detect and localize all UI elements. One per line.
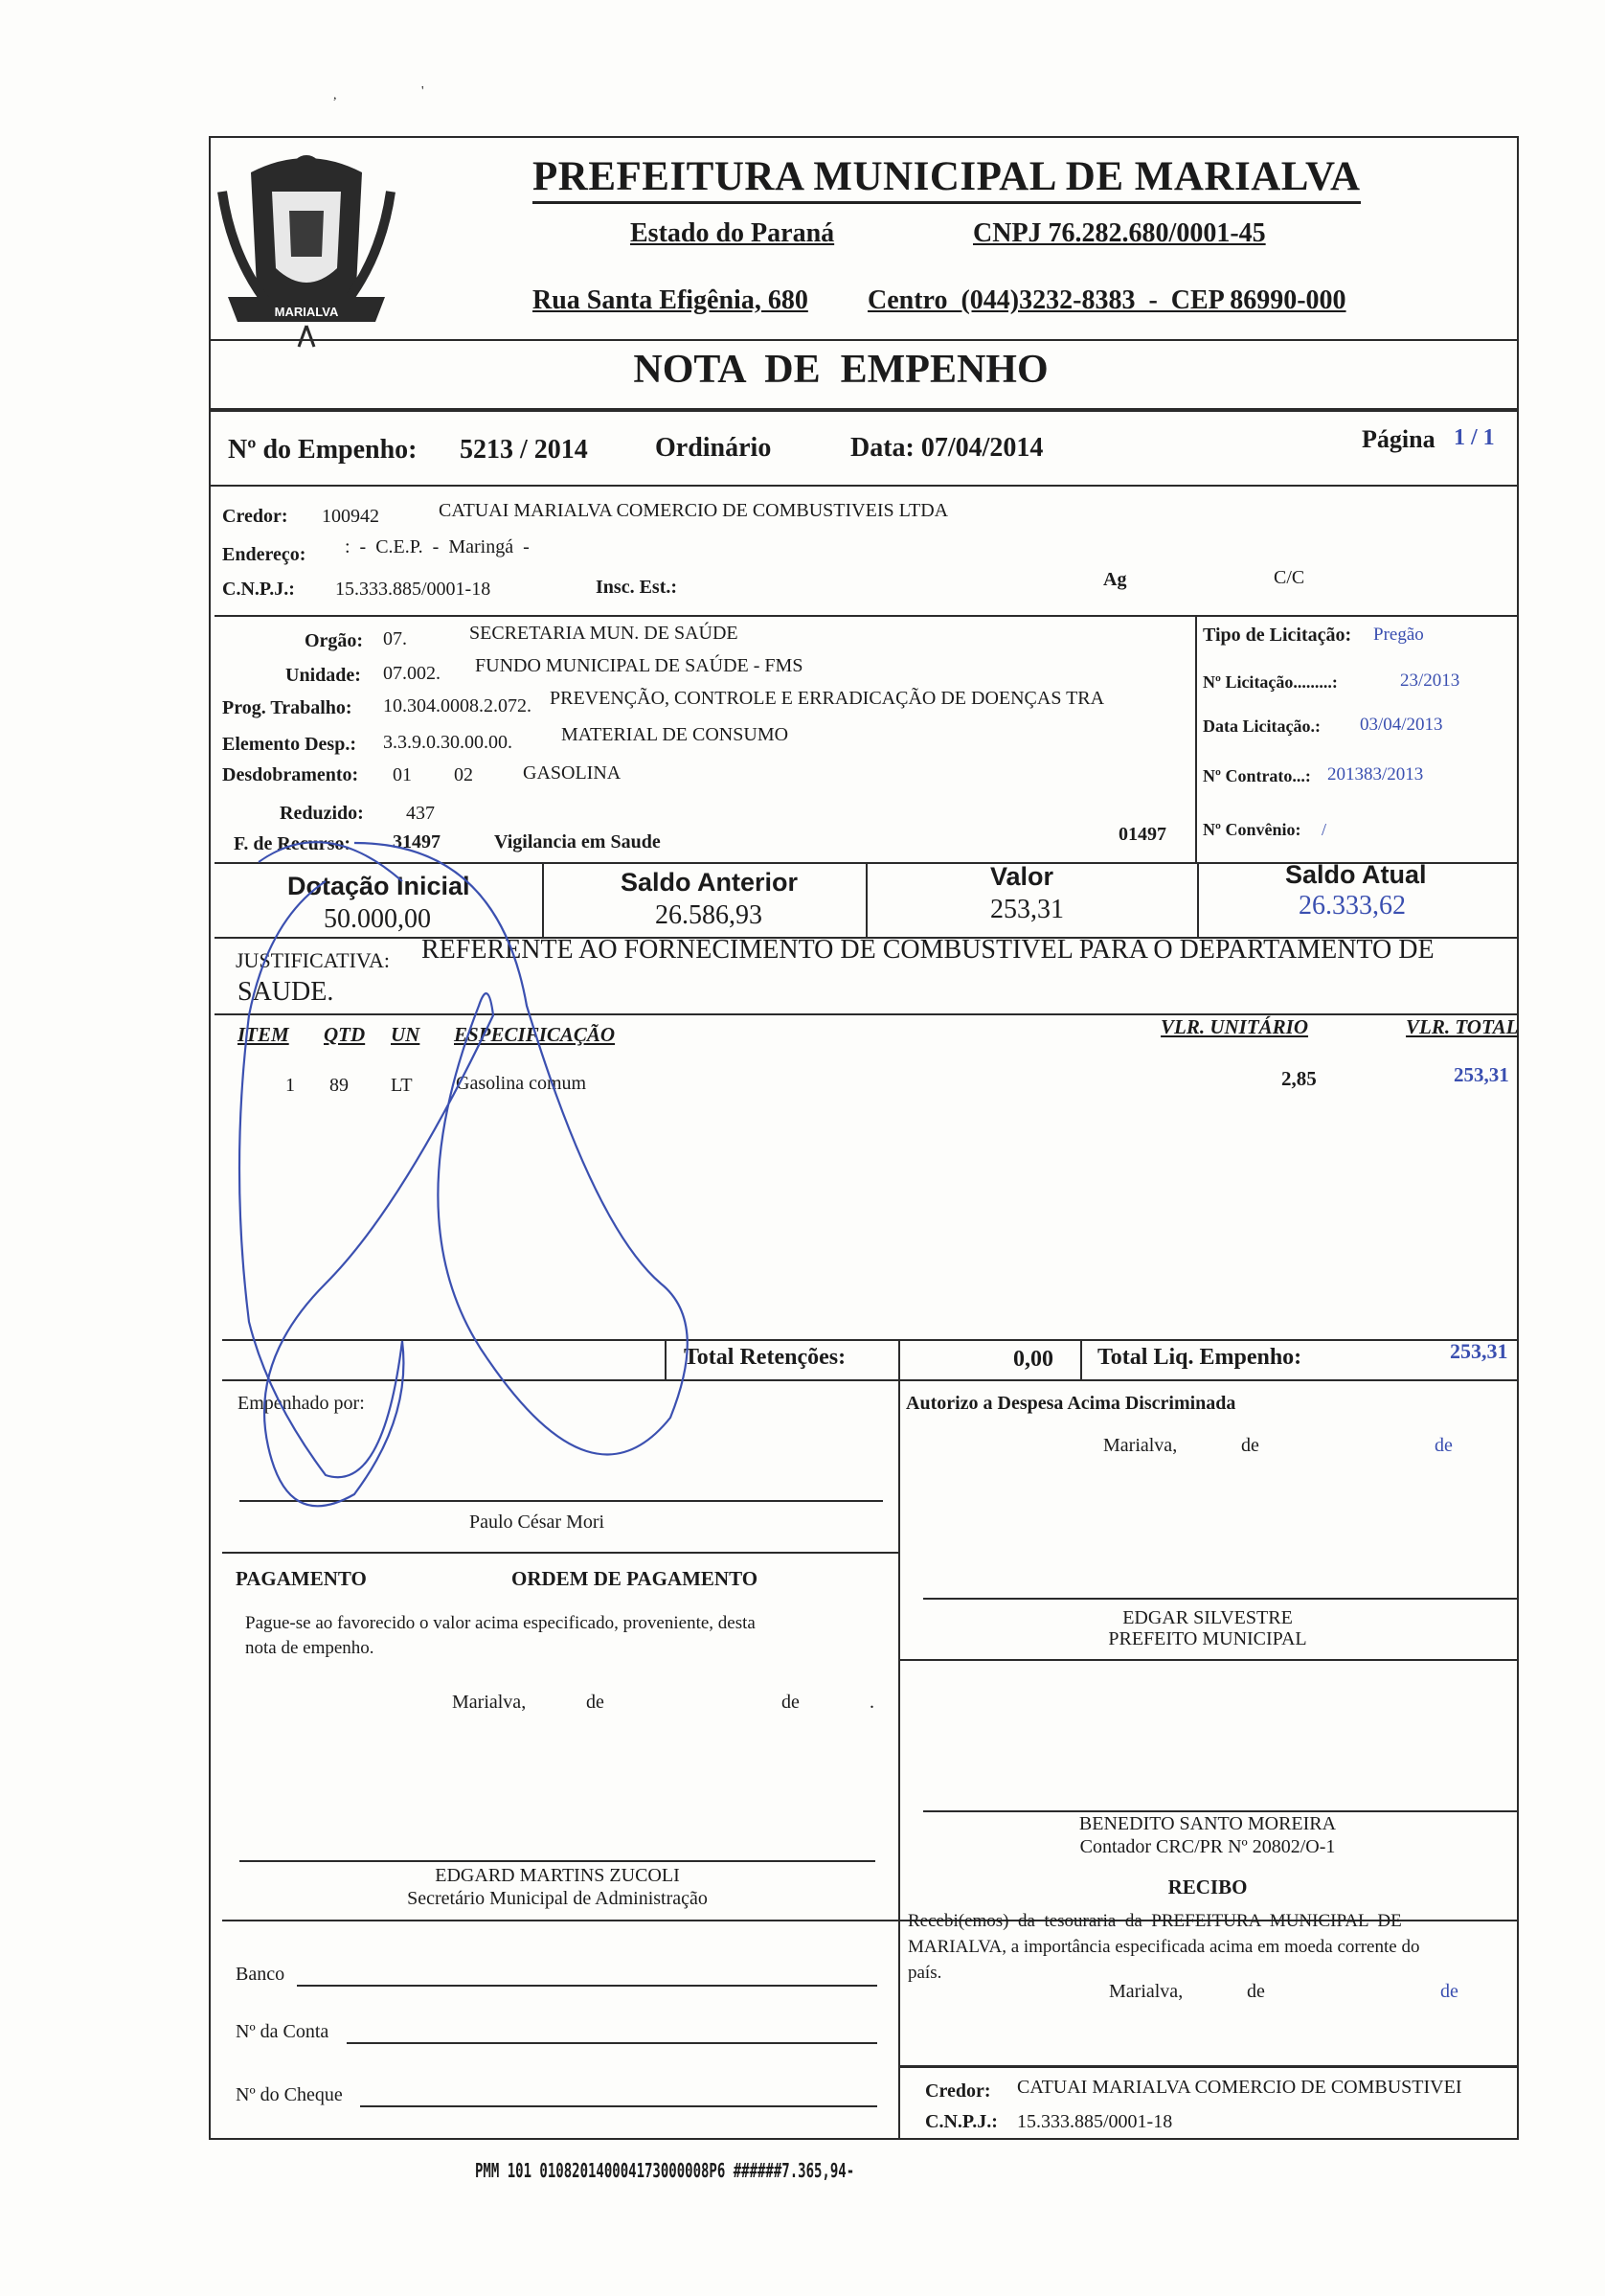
cheque-label: Nº do Cheque [236,2084,343,2105]
justificativa-text: REFERENTE AO FORNECIMENTO DE COMBUSTIVEL PARA O DEPARTAMENTO DE [421,935,1435,965]
address-value: : - C.E.P. - Maringá - [345,536,530,557]
cnpj-header: CNPJ 76.282.680/0001-45 [973,218,1266,248]
saldo-atual-value: 26.333,62 [1299,891,1406,921]
pagamento-label: PAGAMENTO [236,1567,367,1590]
pagamento-de1: de [586,1692,604,1713]
empenho-type: Ordinário [655,433,772,463]
elemento-label: Elemento Desp.: [222,734,356,755]
secretario-title: Secretário Municipal de Administração [407,1888,708,1909]
recibo-text [908,1908,1530,1986]
unidade-code: 07.002. [383,663,441,684]
scan-mark: , [333,88,337,102]
creditor-code: 100942 [322,506,379,527]
contrato-value: 201383/2013 [1327,764,1424,784]
empenho-number: 5213 / 2014 [460,435,588,465]
doc-title: NOTA DE EMPENHO [633,348,1049,392]
recibo-text-line3: país. [908,1963,942,1983]
tipo-licitacao-value: Pregão [1373,625,1424,645]
prog-name: PREVENÇÃO, CONTROLE E ERRADICAÇÃO DE DOENÇAS TRA [550,688,1105,709]
empenho-number-label: Nº do Empenho: [228,435,418,465]
empenho-date: Data: 07/04/2014 [850,433,1044,463]
state-name: Estado do Paraná [630,218,835,248]
cnpj-label: C.N.P.J.: [222,579,295,600]
svg-text:MARIALVA: MARIALVA [274,305,339,319]
bottom-code: PMM 101 010820140004173000008P6 ######7.365,94- [475,2159,855,2182]
banco-label: Banco [236,1964,285,1985]
pagamento-text [245,1611,756,1661]
col-item: ITEM [237,1023,289,1046]
secretario-block [239,1864,875,1910]
cheque-field[interactable] [360,2105,877,2107]
dotacao-label: Dotação Inicial [287,872,470,900]
handwritten-signature [211,824,709,1533]
prefeito-name: EDGAR SILVESTRE [1122,1607,1293,1628]
desdobramento-label: Desdobramento: [222,764,359,785]
scan-mark: ' [421,84,424,99]
account-label: C/C [1274,567,1305,588]
convenio-label: Nº Convênio: [1203,820,1301,839]
valor-label: Valor [990,862,1054,891]
recibo-de2: de [1440,1981,1458,2002]
pagamento-dot: . [870,1692,874,1713]
pagamento-city: Marialva, [452,1692,527,1713]
ordem-pagamento-label: ORDEM DE PAGAMENTO [511,1567,758,1590]
col-total-value: VLR. TOTAL [1406,1015,1519,1038]
liquido-value: 253,31 [1450,1339,1508,1363]
contador-block [898,1812,1517,1858]
creditor-label: Credor: [222,506,288,527]
prog-label: Prog. Trabalho: [222,697,352,718]
empenhado-name: Paulo César Mori [469,1512,605,1533]
conta-label: Nº da Conta [236,2021,329,2042]
reduzido-value: 437 [406,803,435,824]
contador-title: Contador CRC/PR Nº 20802/O-1 [1079,1836,1336,1857]
orgao-label: Orgão: [305,630,364,651]
municipality-title: PREFEITURA MUNICIPAL DE MARIALVA [532,153,1361,204]
autorizo-de1: de [1241,1435,1259,1456]
convenio-value: / [1322,820,1327,839]
prog-code: 10.304.0008.2.072. [383,695,531,716]
coat-of-arms-icon [213,144,400,352]
justificativa-label: JUSTIFICATIVA: [236,948,390,972]
recibo-label: RECIBO [1167,1875,1248,1898]
num-licitacao-label: Nº Licitação.........: [1203,672,1338,692]
reduzido-label: Reduzido: [280,803,364,824]
retencoes-value: 0,00 [1013,1347,1053,1372]
recibo-de1: de [1247,1981,1265,2002]
data-licitacao-value: 03/04/2013 [1360,715,1443,735]
dotacao-value: 50.000,00 [324,904,431,934]
footer-credor-name: CATUAI MARIALVA COMERCIO DE COMBUSTIVEI [1017,2077,1462,2098]
elemento-code: 3.3.9.0.30.00.00. [383,732,512,753]
orgao-code: 07. [383,628,407,649]
address-contact: Centro (044)3232-8383 - CEP 86990-000 [868,285,1346,315]
desdobramento-b: 02 [454,764,473,785]
pagamento-de2: de [781,1692,800,1713]
saldo-anterior-label: Saldo Anterior [621,868,799,897]
secretario-signature-line [239,1860,875,1862]
footer-credor-label: Credor: [925,2080,991,2102]
recurso-code: 01497 [1119,824,1166,845]
secretario-name: EDGARD MARTINS ZUCOLI [435,1865,680,1886]
conta-field[interactable] [347,2042,877,2044]
item-number: 1 [285,1075,295,1096]
address-label: Endereço: [222,544,306,565]
autorizo-de2: de [1435,1435,1453,1456]
recurso-name: Vigilancia em Saude [494,831,661,852]
creditor-name: CATUAI MARIALVA COMERCIO DE COMBUSTIVEIS LTDA [439,500,949,521]
item-un: LT [391,1075,413,1096]
saldo-anterior-value: 26.586,93 [655,900,762,930]
justificativa-text-cont: SAUDE. [237,977,334,1007]
unidade-label: Unidade: [285,665,361,686]
page-number: 1 / 1 [1454,425,1495,450]
unidade-name: FUNDO MUNICIPAL DE SAÚDE - FMS [475,655,803,676]
prefeito-signature-line [923,1598,1517,1600]
orgao-name: SECRETARIA MUN. DE SAÚDE [469,623,738,644]
footer-cnpj-value: 15.333.885/0001-18 [1017,2111,1173,2132]
desdobramento-a: 01 [393,764,412,785]
agency-label: Ag [1103,569,1127,590]
item-spec: Gasolina comum [456,1073,587,1094]
insc-label: Insc. Est.: [596,577,678,598]
prefeito-title: PREFEITO MUNICIPAL [1108,1628,1307,1649]
autorizo-city: Marialva, [1103,1435,1178,1456]
cnpj-value: 15.333.885/0001-18 [335,579,491,600]
retencoes-label: Total Retenções: [684,1345,847,1370]
banco-field[interactable] [297,1985,877,1987]
footer-cnpj-label: C.N.P.J.: [925,2111,998,2132]
liquido-label: Total Liq. Empenho: [1097,1345,1302,1370]
valor-value: 253,31 [990,895,1064,924]
tipo-licitacao-label: Tipo de Licitação: [1203,625,1352,646]
contrato-label: Nº Contrato...: [1203,766,1311,785]
col-un: UN [391,1023,420,1046]
recurso-label: F. de Recurso: [234,833,351,854]
saldo-atual-label: Saldo Atual [1285,860,1427,889]
recibo-city: Marialva, [1109,1981,1184,2002]
street-address: Rua Santa Efigênia, 680 [532,285,808,315]
pagamento-text-line2: nota de empenho. [245,1638,374,1658]
item-total-value: 253,31 [1454,1063,1509,1086]
col-qtd: QTD [324,1023,366,1046]
desdobramento-name: GASOLINA [523,762,622,784]
page-label: Página [1362,425,1435,453]
contador-name: BENEDITO SANTO MOREIRA [1078,1813,1337,1834]
data-licitacao-label: Data Licitação.: [1203,716,1321,736]
prefeito-block [898,1607,1517,1649]
num-licitacao-value: 23/2013 [1400,671,1460,691]
item-qtd: 89 [329,1075,349,1096]
recibo-text-line1: Recebi(emos) da tesouraria da PREFEITURA MUNICIPAL DE [908,1911,1402,1931]
pagamento-text-line1: Pague-se ao favorecido o valor acima especificado, proveniente, desta [245,1613,756,1633]
col-spec: ESPECIFICAÇÃO [454,1023,616,1046]
autorizo-label: Autorizo a Despesa Acima Discriminada [906,1393,1236,1414]
item-unit-value: 2,85 [1281,1067,1317,1090]
col-unit-value: VLR. UNITÁRIO [1161,1015,1309,1038]
recurso-value: 31497 [393,831,441,852]
recibo-text-line2: MARIALVA, a importância especificada acima em moeda corrente do [908,1937,1420,1957]
elemento-name: MATERIAL DE CONSUMO [561,724,789,745]
empenhado-label: Empenhado por: [237,1393,365,1414]
